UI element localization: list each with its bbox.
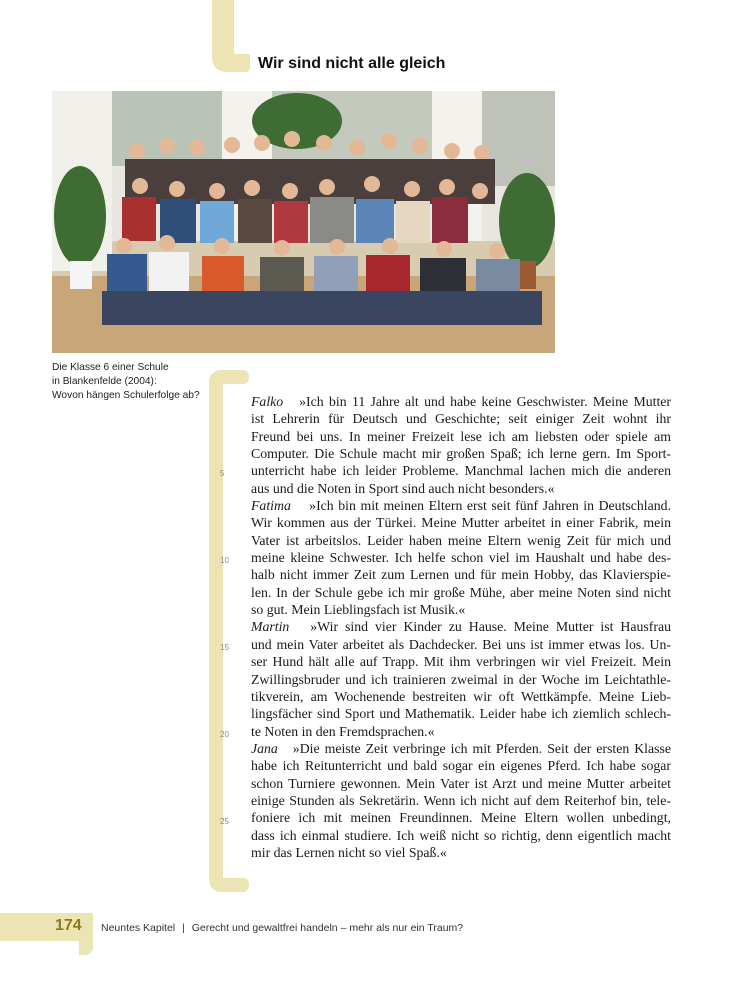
text-line: halb nicht immer Zeit zum Lernen und für mein Hobby, das Klavierspie-: [251, 567, 671, 583]
text-line: foniere ich mit meinen Freundinnen. Meine Eltern wollen unbedingt,: [251, 810, 671, 826]
page-title: Wir sind nicht alle gleich: [258, 55, 446, 72]
text-line: te Noten in den Fremdsprachen.«: [251, 723, 435, 739]
text-line: meine kleine Schwester. Ich helfe schon viel im Haushalt und habe des-: [251, 550, 671, 566]
line-number: 15: [220, 643, 229, 652]
text-line: Vater ist arbeitslos. Leider haben meine Eltern wenig Zeit für mich und: [251, 532, 671, 548]
text-line: unterricht habe ich leider Probleme. Manchmal lachen mich die anderen: [251, 463, 671, 479]
speaker-name: Martin: [251, 619, 290, 635]
top-bracket-decoration: [212, 0, 248, 72]
text-line: Wir kommen aus der Türkei. Meine Mutter arbeitet in einer Fabrik, mein: [251, 515, 671, 531]
text-line: tikverein, am Wochenende bestreiten wir oft Wettkämpfe. Meine Lieb-: [251, 688, 671, 704]
text-line: einige Stunden als Sekretärin. Wenn ich nicht auf dem Reiterhof bin, tele-: [251, 792, 671, 808]
text-line: Freund bei uns. In meiner Freizeit lese ich am liebsten oder spiele am: [251, 428, 671, 444]
text-line: Fatima »Ich bin mit meinen Eltern erst seit fünf Jahren in Deutschland.: [251, 498, 672, 514]
text-bracket-decoration: [209, 370, 249, 892]
text-line: len. In der Schule gebe ich mir große Mühe, aber meine Noten sind nicht: [251, 584, 671, 600]
chapter-label: Neuntes Kapitel: [101, 922, 176, 934]
line-number: 20: [220, 730, 229, 739]
text-line: aus und die Noten in Sport sind auch nicht besonders.«: [251, 480, 555, 496]
caption-line: Wovon hängen Schulerfolge ab?: [52, 390, 200, 401]
speaker-name: Falko: [251, 394, 284, 409]
text-line: und mein Vater arbeitet als Dachdecker. Bei uns ist immer etwas los. Un-: [251, 636, 671, 652]
text-line: mir das Lernen nicht so viel Spaß.«: [251, 844, 447, 860]
text-line: ser Hund hält alle auf Trapp. Mit ihm verbringen wir viel Freizeit. Mein: [251, 654, 671, 670]
testimonial-text: [251, 393, 671, 861]
line-number: 10: [220, 556, 229, 565]
text-line: Jana »Die meiste Zeit verbringe ich mit Pferden. Seit der ersten Klasse: [251, 740, 671, 756]
speaker-name: Jana: [251, 740, 278, 756]
photo-caption: [52, 361, 222, 403]
text-line: Computer. Die Schule macht mir großen Spaß; ich lerne gern. Im Sport-: [251, 446, 671, 462]
class-photo: [52, 91, 555, 353]
text-line: dass ich einmal studiere. Ich weiß nicht so richtig, denn eigentlich macht: [251, 827, 671, 843]
text-line: Zwillingsbruder und ich trainieren zweimal in der Woche im Leichtathle-: [251, 671, 671, 687]
line-number: 5: [220, 469, 225, 478]
text-line: lingsfächer sind Sport und Mathematik. Leider habe ich ziemlich schlech-: [251, 706, 671, 722]
text-line: ist Lehrerin für Deutsch und Geschichte; seit einiger Zeit wohnt ihr: [251, 411, 671, 427]
text-line: Martin »Wir sind vier Kinder zu Hause. Meine Mutter ist Hausfrau: [251, 619, 671, 635]
text-line: Falko »Ich bin 11 Jahre alt und habe keine Geschwister. Meine Mutter: [251, 394, 671, 409]
running-footer: [101, 922, 463, 934]
chapter-title: Gerecht und gewaltfrei handeln – mehr als nur ein Traum?: [191, 922, 464, 934]
text-line: schon Turniere gewonnen. Mein Vater ist Arzt und meine Mutter arbeitet: [251, 775, 671, 791]
footer-separator: |: [182, 922, 185, 934]
caption-line: Die Klasse 6 einer Schule: [52, 362, 169, 373]
line-number: 25: [220, 817, 229, 826]
page-number: 174: [55, 917, 82, 934]
text-line: so gut. Mein Lieblingsfach ist Musik.«: [251, 602, 466, 618]
speaker-name: Fatima: [251, 498, 291, 514]
caption-line: in Blankenfelde (2004):: [52, 376, 157, 387]
text-line: habe ich Reitunterricht und bald sogar ein eigenes Pferd. Ich habe sogar: [251, 758, 671, 774]
